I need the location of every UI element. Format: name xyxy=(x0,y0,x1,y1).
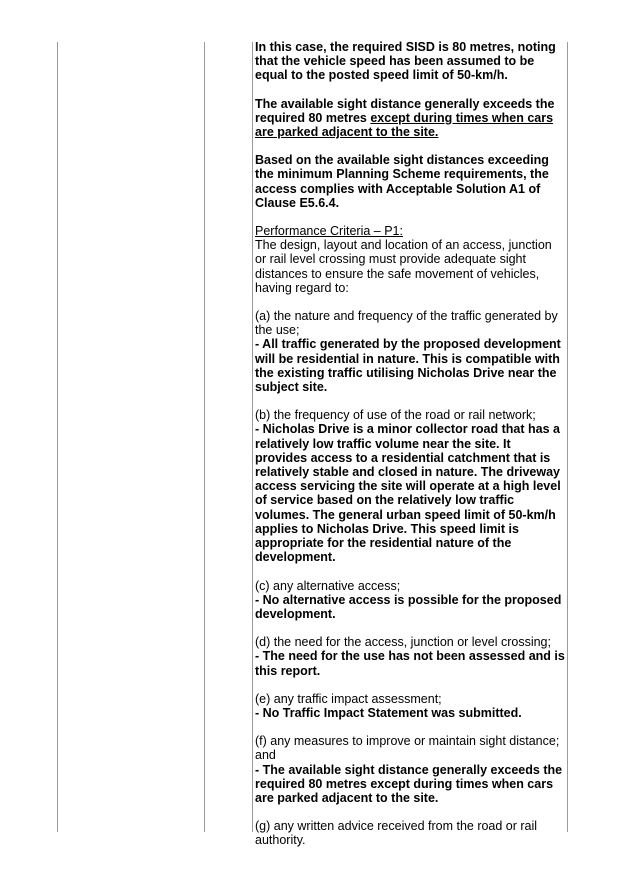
criterion-text: (f) any measures to improve or maintain sight distance; and xyxy=(255,734,560,763)
compliance-paragraph: Based on the available sight distances exceeding the minimum Planning Scheme requirements, the access complies with Acceptable Solution A1 of Clause E5.6.4. xyxy=(255,153,549,210)
criterion-text: (e) any traffic impact assessment; xyxy=(255,691,442,706)
criterion-response: - No Traffic Impact Statement was submitted. xyxy=(255,705,522,720)
criterion-text: (a) the nature and frequency of the traffic generated by the use; xyxy=(255,309,558,338)
sight-distance-paragraph xyxy=(255,97,565,140)
criterion-a xyxy=(255,309,565,394)
criterion-e xyxy=(255,692,565,720)
assessment-column xyxy=(255,40,565,848)
criterion-text: (d) the need for the access, junction or level crossing; xyxy=(255,635,551,650)
criterion-b xyxy=(255,408,565,564)
criterion-d xyxy=(255,635,565,678)
criterion-response: - Nicholas Drive is a minor collector road that has a relatively low traffic volume near the site. It provides access to a residential catchment that is relatively stable and closed in nature. The driveway access servicing the site will operate at a high level of service based on the relatively low traffic volumes. The general urban speed limit of 50-km/h applies to Nicholas Drive. This speed limit is appropriate for the residential nature of the development. xyxy=(255,422,561,565)
criterion-response: - No alternative access is possible for the proposed development. xyxy=(255,592,562,621)
table-border-left xyxy=(57,42,58,832)
criterion-c xyxy=(255,579,565,622)
table-border-right xyxy=(567,42,568,832)
criterion-text: (g) any written advice received from the road or rail authority. xyxy=(255,819,538,848)
performance-criteria-heading: Performance Criteria – P1: xyxy=(255,224,403,239)
criterion-text: (c) any alternative access; xyxy=(255,578,401,593)
criterion-response: - The need for the use has not been assessed and is this report. xyxy=(255,649,565,678)
table-border-middle xyxy=(204,42,205,832)
performance-criteria-intro: The design, layout and location of an access, junction or rail level crossing must provide adequate sight distances to ensure the safe movement of vehicles, having regard to: xyxy=(255,238,552,295)
criterion-response: - All traffic generated by the proposed development will be residential in nature. This is compatible with the existing traffic utilising Nicholas Drive near the subject site. xyxy=(255,337,561,395)
sight-distance-exception: except during times when cars are parked adjacent to the site. xyxy=(255,110,554,140)
criterion-f xyxy=(255,734,565,805)
criterion-response: - The available sight distance generally exceeds the required 80 metres except during times when cars are parked adjacent to the site. xyxy=(255,762,563,805)
criterion-g xyxy=(255,819,565,847)
sight-distance-lead: The available sight distance generally exceeds the required 80 metres xyxy=(255,96,555,125)
sisd-paragraph: In this case, the required SISD is 80 metres, noting that the vehicle speed has been assumed to be equal to the posted speed limit of 50-km/h. xyxy=(255,40,556,83)
table-border-content-left xyxy=(252,42,253,832)
criterion-text: (b) the frequency of use of the road or rail network; xyxy=(255,408,536,423)
